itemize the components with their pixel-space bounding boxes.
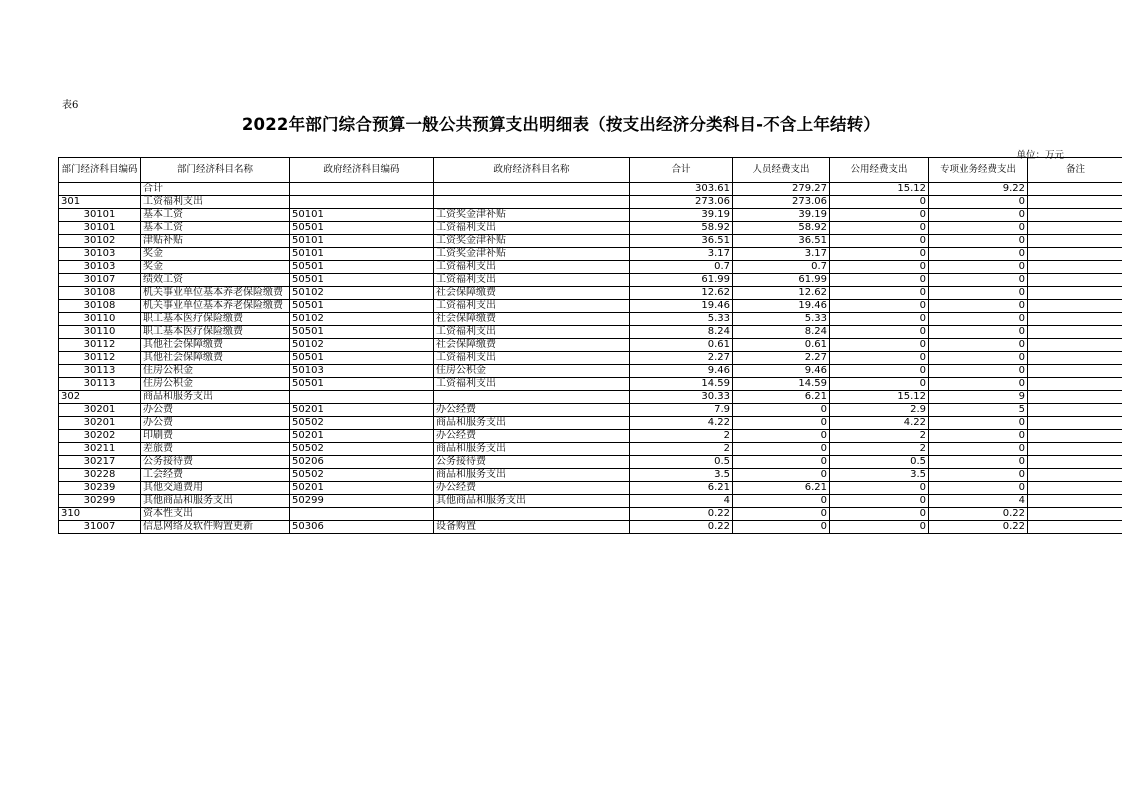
table-row [59, 326, 1122, 339]
cell-gov-name: 工资福利支出 [434, 222, 630, 235]
cell-dept-name: 办公费 [141, 417, 290, 430]
cell-special: 0 [929, 482, 1028, 495]
cell-gov-code [290, 508, 434, 521]
cell-gov-name: 工资福利支出 [434, 326, 630, 339]
cell-gov-code: 50101 [290, 209, 434, 222]
cell-note [1028, 300, 1122, 313]
cell-gov-code: 50502 [290, 469, 434, 482]
cell-public: 0 [830, 235, 929, 248]
cell-gov-code: 50501 [290, 300, 434, 313]
cell-personnel: 273.06 [733, 196, 830, 209]
header-gov-code: 政府经济科目编码 [290, 158, 434, 183]
cell-personnel: 0 [733, 443, 830, 456]
cell-special: 0 [929, 274, 1028, 287]
cell-public: 0 [830, 378, 929, 391]
cell-personnel: 0.7 [733, 261, 830, 274]
cell-gov-code: 50101 [290, 235, 434, 248]
cell-total: 39.19 [630, 209, 733, 222]
cell-special: 0 [929, 287, 1028, 300]
page-title: 2022年部门综合预算一般公共预算支出明细表（按支出经济分类科目-不含上年结转） [241, 115, 881, 134]
cell-dept-name: 工资福利支出 [141, 196, 290, 209]
cell-note [1028, 287, 1122, 300]
cell-gov-name [434, 508, 630, 521]
cell-note [1028, 209, 1122, 222]
cell-gov-name: 工资奖金津补贴 [434, 248, 630, 261]
cell-public: 2 [830, 443, 929, 456]
table-row [59, 196, 1122, 209]
cell-total: 0.22 [630, 521, 733, 534]
cell-special: 0 [929, 417, 1028, 430]
cell-gov-code: 50101 [290, 248, 434, 261]
cell-special: 0 [929, 235, 1028, 248]
cell-total: 303.61 [630, 183, 733, 196]
cell-dept-code: 30107 [59, 274, 141, 287]
cell-gov-name: 社会保障缴费 [434, 339, 630, 352]
cell-dept-code: 30201 [59, 404, 141, 417]
cell-public: 0 [830, 521, 929, 534]
cell-total: 36.51 [630, 235, 733, 248]
table-row [59, 261, 1122, 274]
cell-dept-code: 30228 [59, 469, 141, 482]
cell-special: 0.22 [929, 508, 1028, 521]
table-row [59, 404, 1122, 417]
cell-dept-code: 302 [59, 391, 141, 404]
cell-dept-code: 30103 [59, 248, 141, 261]
cell-gov-name: 商品和服务支出 [434, 417, 630, 430]
cell-dept-code: 30110 [59, 313, 141, 326]
cell-public: 2.9 [830, 404, 929, 417]
cell-personnel: 0 [733, 430, 830, 443]
cell-total: 9.46 [630, 365, 733, 378]
cell-dept-name: 合计 [141, 183, 290, 196]
cell-public: 0 [830, 482, 929, 495]
cell-gov-code: 50502 [290, 443, 434, 456]
cell-public: 4.22 [830, 417, 929, 430]
cell-total: 4 [630, 495, 733, 508]
cell-total: 14.59 [630, 378, 733, 391]
cell-total: 8.24 [630, 326, 733, 339]
cell-public: 2 [830, 430, 929, 443]
cell-gov-code: 50501 [290, 222, 434, 235]
cell-public: 0 [830, 196, 929, 209]
table-row [59, 183, 1122, 196]
cell-public: 3.5 [830, 469, 929, 482]
cell-note [1028, 313, 1122, 326]
cell-special: 9 [929, 391, 1028, 404]
cell-gov-code: 50501 [290, 326, 434, 339]
cell-personnel: 0 [733, 469, 830, 482]
cell-total: 3.5 [630, 469, 733, 482]
table-row [59, 443, 1122, 456]
cell-total: 5.33 [630, 313, 733, 326]
cell-personnel: 8.24 [733, 326, 830, 339]
cell-total: 58.92 [630, 222, 733, 235]
cell-special: 0 [929, 430, 1028, 443]
cell-dept-code: 30101 [59, 209, 141, 222]
cell-public: 0 [830, 365, 929, 378]
cell-total: 3.17 [630, 248, 733, 261]
cell-personnel: 6.21 [733, 482, 830, 495]
cell-gov-name: 工资福利支出 [434, 378, 630, 391]
cell-total: 7.9 [630, 404, 733, 417]
cell-note [1028, 417, 1122, 430]
cell-gov-code: 50501 [290, 274, 434, 287]
table-row [59, 508, 1122, 521]
cell-personnel: 12.62 [733, 287, 830, 300]
cell-gov-code: 50501 [290, 378, 434, 391]
cell-gov-code: 50103 [290, 365, 434, 378]
cell-special: 0 [929, 443, 1028, 456]
cell-dept-name: 职工基本医疗保险缴费 [141, 326, 290, 339]
cell-gov-code: 50102 [290, 339, 434, 352]
cell-note [1028, 482, 1122, 495]
table-row [59, 222, 1122, 235]
cell-dept-code: 30112 [59, 339, 141, 352]
cell-dept-name: 奖金 [141, 261, 290, 274]
cell-total: 6.21 [630, 482, 733, 495]
cell-dept-code: 30113 [59, 365, 141, 378]
cell-special: 0 [929, 248, 1028, 261]
cell-dept-code: 310 [59, 508, 141, 521]
cell-note [1028, 352, 1122, 365]
header-public: 公用经费支出 [830, 158, 929, 183]
cell-gov-name: 工资福利支出 [434, 274, 630, 287]
cell-dept-code: 31007 [59, 521, 141, 534]
cell-gov-name: 商品和服务支出 [434, 443, 630, 456]
cell-note [1028, 222, 1122, 235]
cell-gov-code: 50201 [290, 482, 434, 495]
cell-note [1028, 430, 1122, 443]
cell-public: 0.5 [830, 456, 929, 469]
header-special: 专项业务经费支出 [929, 158, 1028, 183]
cell-public: 0 [830, 300, 929, 313]
cell-gov-code [290, 391, 434, 404]
cell-dept-name: 基本工资 [141, 209, 290, 222]
cell-note [1028, 443, 1122, 456]
cell-note [1028, 183, 1122, 196]
cell-dept-code: 30239 [59, 482, 141, 495]
cell-personnel: 0 [733, 404, 830, 417]
cell-public: 15.12 [830, 391, 929, 404]
table-row [59, 365, 1122, 378]
cell-gov-code: 50102 [290, 313, 434, 326]
table-row [59, 235, 1122, 248]
cell-public: 0 [830, 508, 929, 521]
cell-personnel: 3.17 [733, 248, 830, 261]
cell-personnel: 0 [733, 521, 830, 534]
cell-dept-name: 绩效工资 [141, 274, 290, 287]
cell-public: 0 [830, 222, 929, 235]
cell-dept-name: 印刷费 [141, 430, 290, 443]
cell-personnel: 19.46 [733, 300, 830, 313]
table-row [59, 495, 1122, 508]
cell-gov-name: 办公经费 [434, 482, 630, 495]
cell-total: 30.33 [630, 391, 733, 404]
header-dept-code: 部门经济科目编码 [59, 158, 141, 183]
cell-note [1028, 521, 1122, 534]
cell-total: 0.22 [630, 508, 733, 521]
cell-note [1028, 508, 1122, 521]
cell-dept-name: 奖金 [141, 248, 290, 261]
header-note: 备注 [1028, 158, 1122, 183]
cell-dept-code: 30211 [59, 443, 141, 456]
cell-gov-code: 50501 [290, 261, 434, 274]
table-row [59, 521, 1122, 534]
cell-personnel: 0 [733, 508, 830, 521]
header-dept-name: 部门经济科目名称 [141, 158, 290, 183]
cell-dept-name: 住房公积金 [141, 365, 290, 378]
cell-dept-name: 其他商品和服务支出 [141, 495, 290, 508]
cell-gov-name: 工资奖金津补贴 [434, 209, 630, 222]
cell-special: 0 [929, 261, 1028, 274]
cell-total: 273.06 [630, 196, 733, 209]
cell-total: 0.61 [630, 339, 733, 352]
cell-gov-code: 50201 [290, 430, 434, 443]
cell-dept-code: 30299 [59, 495, 141, 508]
header-gov-name: 政府经济科目名称 [434, 158, 630, 183]
table-row [59, 274, 1122, 287]
cell-gov-code: 50299 [290, 495, 434, 508]
cell-personnel: 0.61 [733, 339, 830, 352]
cell-note [1028, 456, 1122, 469]
cell-personnel: 36.51 [733, 235, 830, 248]
cell-personnel: 2.27 [733, 352, 830, 365]
cell-dept-name: 信息网络及软件购置更新 [141, 521, 290, 534]
cell-total: 0.5 [630, 456, 733, 469]
cell-public: 0 [830, 287, 929, 300]
cell-dept-code: 30113 [59, 378, 141, 391]
cell-dept-code: 30201 [59, 417, 141, 430]
cell-personnel: 0 [733, 495, 830, 508]
cell-gov-name [434, 183, 630, 196]
cell-dept-name: 其他社会保障缴费 [141, 352, 290, 365]
cell-public: 0 [830, 495, 929, 508]
cell-special: 4 [929, 495, 1028, 508]
table-row [59, 352, 1122, 365]
cell-special: 0 [929, 365, 1028, 378]
cell-special: 0 [929, 378, 1028, 391]
table-row [59, 469, 1122, 482]
cell-total: 2.27 [630, 352, 733, 365]
cell-note [1028, 339, 1122, 352]
cell-special: 5 [929, 404, 1028, 417]
cell-dept-code: 30108 [59, 300, 141, 313]
table-header-row [59, 158, 1122, 183]
cell-gov-code: 50306 [290, 521, 434, 534]
cell-special: 0 [929, 456, 1028, 469]
cell-dept-name: 工会经费 [141, 469, 290, 482]
cell-personnel: 39.19 [733, 209, 830, 222]
table-row [59, 313, 1122, 326]
cell-special: 0 [929, 209, 1028, 222]
cell-gov-name: 设备购置 [434, 521, 630, 534]
cell-personnel: 0 [733, 456, 830, 469]
cell-dept-code: 30217 [59, 456, 141, 469]
cell-dept-name: 住房公积金 [141, 378, 290, 391]
cell-gov-code: 50201 [290, 404, 434, 417]
cell-total: 61.99 [630, 274, 733, 287]
cell-dept-name: 津贴补贴 [141, 235, 290, 248]
header-total: 合计 [630, 158, 733, 183]
table-row [59, 300, 1122, 313]
cell-personnel: 58.92 [733, 222, 830, 235]
cell-dept-code: 30101 [59, 222, 141, 235]
cell-gov-name: 工资福利支出 [434, 261, 630, 274]
cell-dept-name: 其他社会保障缴费 [141, 339, 290, 352]
header-personnel: 人员经费支出 [733, 158, 830, 183]
table-row [59, 248, 1122, 261]
cell-dept-name: 差旅费 [141, 443, 290, 456]
cell-note [1028, 235, 1122, 248]
cell-total: 4.22 [630, 417, 733, 430]
cell-gov-code: 50501 [290, 352, 434, 365]
cell-public: 0 [830, 209, 929, 222]
budget-table [58, 157, 1122, 534]
cell-note [1028, 274, 1122, 287]
cell-dept-name: 公务接待费 [141, 456, 290, 469]
cell-dept-code: 30112 [59, 352, 141, 365]
cell-note [1028, 196, 1122, 209]
cell-note [1028, 365, 1122, 378]
cell-gov-name: 公务接待费 [434, 456, 630, 469]
cell-dept-name: 其他交通费用 [141, 482, 290, 495]
cell-public: 0 [830, 274, 929, 287]
cell-special: 0 [929, 326, 1028, 339]
cell-note [1028, 326, 1122, 339]
cell-note [1028, 391, 1122, 404]
table-row [59, 456, 1122, 469]
cell-note [1028, 469, 1122, 482]
cell-gov-name: 办公经费 [434, 430, 630, 443]
cell-dept-code: 30110 [59, 326, 141, 339]
cell-gov-name: 社会保障缴费 [434, 287, 630, 300]
cell-gov-name: 工资福利支出 [434, 300, 630, 313]
cell-personnel: 61.99 [733, 274, 830, 287]
cell-gov-name: 工资福利支出 [434, 352, 630, 365]
cell-public: 0 [830, 261, 929, 274]
cell-special: 0 [929, 469, 1028, 482]
table-row [59, 417, 1122, 430]
cell-gov-code: 50102 [290, 287, 434, 300]
cell-dept-code: 30202 [59, 430, 141, 443]
cell-personnel: 0 [733, 417, 830, 430]
cell-dept-name: 商品和服务支出 [141, 391, 290, 404]
table-row [59, 339, 1122, 352]
cell-total: 2 [630, 443, 733, 456]
table-body [59, 183, 1122, 534]
cell-gov-code: 50502 [290, 417, 434, 430]
cell-public: 0 [830, 326, 929, 339]
cell-note [1028, 495, 1122, 508]
cell-special: 0 [929, 313, 1028, 326]
cell-gov-code: 50206 [290, 456, 434, 469]
cell-personnel: 5.33 [733, 313, 830, 326]
cell-gov-name: 住房公积金 [434, 365, 630, 378]
cell-dept-name: 职工基本医疗保险缴费 [141, 313, 290, 326]
cell-special: 0.22 [929, 521, 1028, 534]
table-row [59, 430, 1122, 443]
cell-gov-name: 其他商品和服务支出 [434, 495, 630, 508]
cell-total: 12.62 [630, 287, 733, 300]
table-row [59, 482, 1122, 495]
cell-gov-name: 工资奖金津补贴 [434, 235, 630, 248]
cell-note [1028, 248, 1122, 261]
cell-gov-name [434, 391, 630, 404]
cell-dept-code: 30103 [59, 261, 141, 274]
cell-public: 15.12 [830, 183, 929, 196]
cell-dept-name: 资本性支出 [141, 508, 290, 521]
cell-dept-name: 机关事业单位基本养老保险缴费 [141, 300, 290, 313]
cell-special: 0 [929, 352, 1028, 365]
cell-dept-code [59, 183, 141, 196]
table-number-label: 表6 [62, 100, 79, 111]
cell-personnel: 14.59 [733, 378, 830, 391]
cell-public: 0 [830, 339, 929, 352]
cell-personnel: 9.46 [733, 365, 830, 378]
cell-special: 0 [929, 339, 1028, 352]
cell-dept-code: 30102 [59, 235, 141, 248]
cell-gov-name: 社会保障缴费 [434, 313, 630, 326]
cell-gov-name [434, 196, 630, 209]
cell-personnel: 6.21 [733, 391, 830, 404]
cell-dept-code: 30108 [59, 287, 141, 300]
cell-public: 0 [830, 248, 929, 261]
table-row [59, 391, 1122, 404]
table-row [59, 287, 1122, 300]
cell-note [1028, 261, 1122, 274]
cell-dept-name: 办公费 [141, 404, 290, 417]
cell-dept-code: 301 [59, 196, 141, 209]
cell-special: 0 [929, 222, 1028, 235]
cell-public: 0 [830, 352, 929, 365]
cell-total: 0.7 [630, 261, 733, 274]
table-row [59, 209, 1122, 222]
cell-public: 0 [830, 313, 929, 326]
cell-gov-name: 办公经费 [434, 404, 630, 417]
cell-note [1028, 378, 1122, 391]
cell-special: 0 [929, 196, 1028, 209]
cell-total: 2 [630, 430, 733, 443]
cell-dept-name: 基本工资 [141, 222, 290, 235]
cell-gov-code [290, 183, 434, 196]
cell-gov-code [290, 196, 434, 209]
cell-gov-name: 商品和服务支出 [434, 469, 630, 482]
table-row [59, 378, 1122, 391]
cell-note [1028, 404, 1122, 417]
cell-dept-name: 机关事业单位基本养老保险缴费 [141, 287, 290, 300]
cell-personnel: 279.27 [733, 183, 830, 196]
cell-special: 0 [929, 300, 1028, 313]
cell-special: 9.22 [929, 183, 1028, 196]
cell-total: 19.46 [630, 300, 733, 313]
unit-label: 单位：万元 [1016, 150, 1064, 161]
